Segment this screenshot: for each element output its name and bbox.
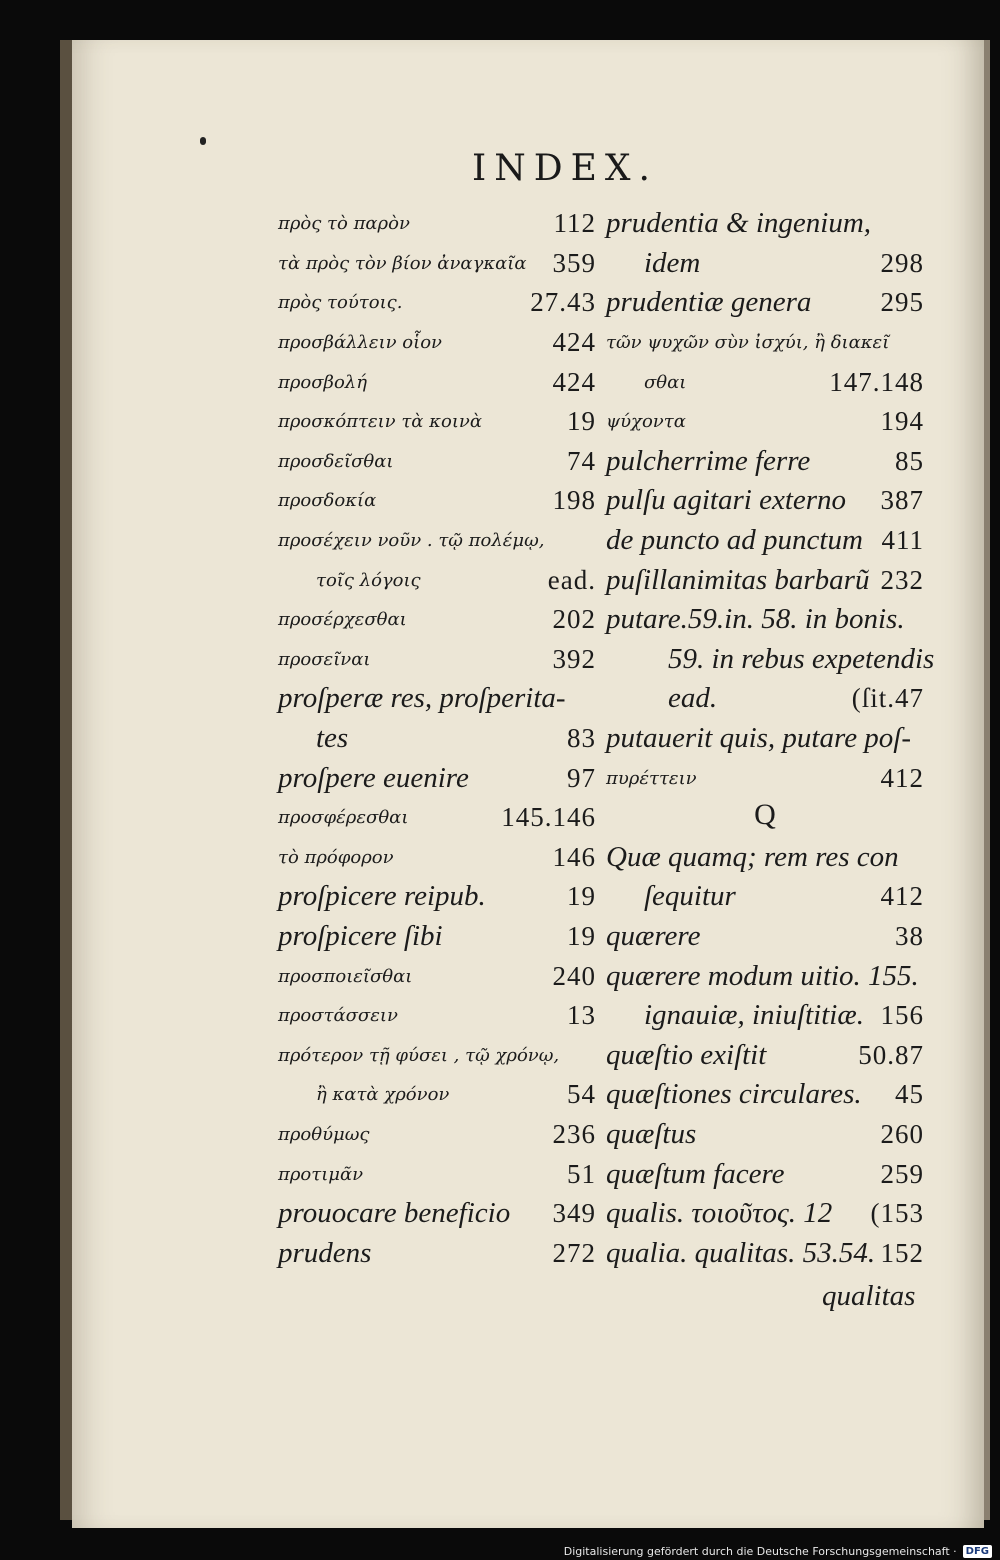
index-entry <box>278 956 596 996</box>
index-entry <box>278 679 596 719</box>
page-reference: 387 <box>880 485 924 516</box>
page-reference: 259 <box>880 1158 924 1189</box>
index-entry <box>278 283 596 323</box>
page-reference: 19 <box>567 406 596 437</box>
catchword: qualitas <box>822 1280 916 1312</box>
page-reference: 83 <box>567 723 596 754</box>
index-entry <box>606 956 924 996</box>
index-term: prudentiæ genera <box>606 286 812 319</box>
index-term: quæſtum facere <box>606 1157 785 1190</box>
index-term: proſpicere reipub. <box>278 880 486 913</box>
index-entry <box>278 402 596 442</box>
page-reference: (ſit.47 <box>851 683 924 714</box>
page-reference: 359 <box>552 247 596 278</box>
index-entry <box>606 283 924 323</box>
index-term: προτιμᾶν <box>278 1163 364 1185</box>
page-reference: 295 <box>880 287 924 318</box>
index-term: ead. <box>668 682 718 715</box>
index-term: προστάσσειν <box>278 1005 398 1027</box>
index-term: quærere <box>606 919 701 952</box>
index-entry <box>278 204 596 244</box>
page-reference: 392 <box>552 643 596 674</box>
index-term: προσέρχεσθαι <box>278 609 407 631</box>
index-entry <box>278 1154 596 1194</box>
index-term: quæſtiones circulares. <box>606 1078 862 1111</box>
page-reference: 97 <box>567 762 596 793</box>
index-entry <box>278 996 596 1036</box>
index-entry <box>606 719 924 759</box>
index-term: προσκόπτειν τὰ κοινὰ <box>278 411 482 433</box>
index-term: proſperæ res, proſperita- <box>278 682 566 715</box>
index-entry <box>606 917 924 957</box>
index-entry <box>606 362 924 402</box>
page-reference: 240 <box>552 960 596 991</box>
page-reference: 50.87 <box>858 1039 924 1070</box>
index-term: prudens <box>278 1236 372 1269</box>
page-reference: 38 <box>895 920 924 951</box>
page-reference: 424 <box>552 366 596 397</box>
index-term: προσποιεῖσθαι <box>278 965 413 987</box>
page-reference: 298 <box>880 247 924 278</box>
index-entry <box>278 481 596 521</box>
index-term: προσβάλλειν οἷον <box>278 332 442 354</box>
page-reference: 145.146 <box>501 802 596 833</box>
page-reference: 412 <box>880 881 924 912</box>
page-reference: 198 <box>552 485 596 516</box>
index-term: πρὸς τὸ παρὸν <box>278 213 410 235</box>
index-entry <box>606 1154 924 1194</box>
page-reference: 54 <box>567 1079 596 1110</box>
page-reference: 232 <box>880 564 924 595</box>
footer-text: Digitalisierung gefördert durch die Deutsche Forschungsgemeinschaft · <box>563 1545 957 1558</box>
index-term: τοῖς λόγοις <box>316 569 421 591</box>
index-entry <box>606 521 924 561</box>
ink-spot <box>200 137 206 145</box>
index-entry <box>606 996 924 1036</box>
index-term: πρότερον τῇ φύσει , τῷ χρόνῳ, <box>278 1044 560 1066</box>
index-term: προσφέρεσθαι <box>278 807 409 829</box>
page-reference: 412 <box>880 762 924 793</box>
index-entry <box>278 1115 596 1155</box>
index-term: pulſu agitari externo <box>606 484 847 517</box>
index-entry <box>606 1075 924 1115</box>
index-term: πρὸς τούτοις. <box>278 292 403 314</box>
index-entry <box>606 481 924 521</box>
index-term: putauerit quis, putare poſ- <box>606 722 912 755</box>
index-term: putare.59.in. 58. in bonis. <box>606 603 905 636</box>
index-term: qualia. qualitas. 53.54. <box>606 1236 876 1269</box>
index-term: ſequitur <box>644 880 736 913</box>
index-term: quærere modum uitio. 155. <box>606 959 919 992</box>
page-reference: 152 <box>880 1237 924 1268</box>
index-entry <box>606 560 924 600</box>
index-term: τῶν ψυχῶν σὺν ἰσχύι, ἢ διακεῖ <box>606 332 890 354</box>
index-term: τὸ πρόφορον <box>278 846 394 868</box>
index-term: qualis. τοιοῦτος. 12 <box>606 1197 833 1230</box>
index-entry <box>278 442 596 482</box>
index-term: proſpicere ſibi <box>278 919 443 952</box>
page-reference: 156 <box>880 1000 924 1031</box>
index-entry <box>278 362 596 402</box>
index-entry <box>606 204 924 244</box>
index-entry <box>606 442 924 482</box>
index-term: pulcherrime ferre <box>606 444 811 477</box>
index-entry <box>278 798 596 838</box>
index-entry <box>606 1035 924 1075</box>
index-term: προσδοκία <box>278 490 377 512</box>
index-entry <box>606 838 924 878</box>
page-reference: 51 <box>567 1158 596 1189</box>
index-entry <box>606 1194 924 1234</box>
index-term: quæſtio exiſtit <box>606 1038 767 1071</box>
index-term: idem <box>644 246 701 279</box>
index-entry <box>606 758 924 798</box>
page-reference: 236 <box>552 1118 596 1149</box>
index-entry <box>278 719 596 759</box>
digitization-footer <box>564 1545 992 1558</box>
index-entry <box>278 640 596 680</box>
index-entry <box>606 640 935 680</box>
page-reference: 45 <box>895 1079 924 1110</box>
page-reference: 424 <box>552 327 596 358</box>
section-letter: Q <box>754 797 776 831</box>
index-entry <box>606 679 924 719</box>
page-reference: 349 <box>552 1198 596 1229</box>
index-entry <box>606 402 924 442</box>
page-reference: 19 <box>567 920 596 951</box>
page-reference: 19 <box>567 881 596 912</box>
index-term: tes <box>316 722 349 755</box>
page-reference: 147.148 <box>829 366 924 397</box>
dfg-logo: DFG <box>963 1545 992 1558</box>
index-entry <box>278 758 596 798</box>
index-entry <box>278 1233 596 1273</box>
index-entry <box>278 838 596 878</box>
page-reference: 74 <box>567 445 596 476</box>
page-reference: 85 <box>895 445 924 476</box>
index-entry <box>278 877 596 917</box>
index-term: prouocare beneficio <box>278 1197 511 1230</box>
page-reference: (153 <box>870 1198 924 1229</box>
index-term: prudentia & ingenium, <box>606 207 872 240</box>
index-entry <box>606 877 924 917</box>
index-entry <box>278 1194 596 1234</box>
page-reference: 146 <box>552 841 596 872</box>
page-reference: 112 <box>553 208 596 239</box>
index-term: σθαι <box>644 371 687 393</box>
index-term: Quæ quamq; rem res con <box>606 840 899 873</box>
page-reference: 194 <box>880 406 924 437</box>
index-term: προσέχειν νοῦν . τῷ πολέμῳ, <box>278 530 545 552</box>
index-term: τὰ πρὸς τὸν βίον ἀναγκαῖα <box>278 252 527 274</box>
index-term: προσδεῖσθαι <box>278 450 394 472</box>
page-header: INDEX. <box>472 148 658 189</box>
index-column-right <box>606 204 935 1273</box>
index-term: ignauiæ, iniuſtitiæ. <box>644 999 864 1032</box>
index-entry <box>606 1233 924 1273</box>
index-term: προθύμως <box>278 1123 370 1145</box>
page-reference: 202 <box>552 604 596 635</box>
index-column-left <box>278 204 596 1273</box>
index-term: de puncto ad punctum <box>606 524 863 557</box>
page-reference: 27.43 <box>530 287 596 318</box>
index-term: proſpere euenire <box>278 761 469 794</box>
index-entry <box>606 323 924 363</box>
page-reference: 260 <box>880 1118 924 1149</box>
index-entry <box>606 600 924 640</box>
index-term: ἢ κατὰ χρόνον <box>316 1084 450 1106</box>
index-entry <box>278 600 596 640</box>
index-entry <box>278 323 596 363</box>
index-entry <box>606 1115 924 1155</box>
index-entry <box>278 917 596 957</box>
index-term: πυρέττειν <box>606 767 697 789</box>
index-term: προσβολή <box>278 371 367 393</box>
index-term: ψύχοντα <box>606 411 686 433</box>
index-term: προσεῖναι <box>278 648 371 670</box>
index-entry <box>278 1035 596 1075</box>
index-term: puſillanimitas barbarũ <box>606 563 870 596</box>
index-entry <box>278 1075 596 1115</box>
index-entry <box>278 244 596 284</box>
page-reference: ead. <box>547 564 596 595</box>
page-reference: 13 <box>567 1000 596 1031</box>
index-entry <box>606 244 924 284</box>
index-term: quæſtus <box>606 1117 697 1150</box>
index-entry <box>278 560 596 600</box>
page-reference: 272 <box>552 1237 596 1268</box>
page-reference: 411 <box>881 525 924 556</box>
index-term: 59. in rebus expetendis <box>668 642 935 675</box>
index-entry <box>278 521 596 561</box>
